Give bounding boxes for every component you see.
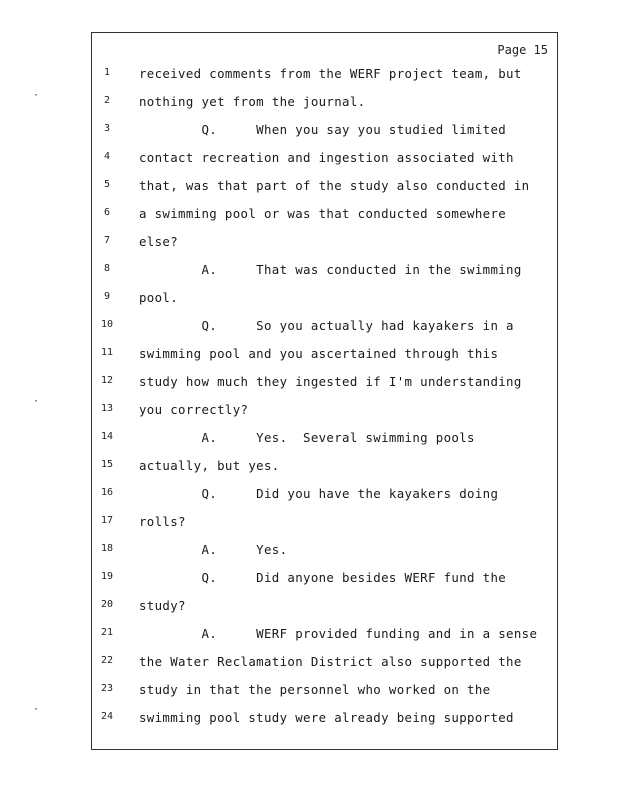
line-text: actually, but yes. <box>139 458 280 473</box>
line-text: pool. <box>139 290 179 305</box>
line-text: contact recreation and ingestion associated with <box>139 150 514 165</box>
line-number: 5 <box>103 179 111 190</box>
line-number: 17 <box>100 515 114 526</box>
line-text: that, was that part of the study also conducted in <box>139 178 530 193</box>
line-number: 24 <box>100 711 114 722</box>
scan-mark: · <box>33 90 40 101</box>
line-text: a swimming pool or was that conducted somewhere <box>139 206 507 221</box>
line-text: received comments from the WERF project team, but <box>139 66 522 81</box>
line-text: study? <box>139 598 186 613</box>
line-number: 16 <box>100 487 114 498</box>
line-text: swimming pool and you ascertained through this <box>139 346 499 361</box>
line-number: 2 <box>103 95 111 106</box>
line-number: 13 <box>100 403 114 414</box>
line-text: study how much they ingested if I'm understanding <box>139 374 522 389</box>
line-text: Q. So you actually had kayakers in a <box>139 318 514 333</box>
line-number: 4 <box>103 151 111 162</box>
line-text: swimming pool study were already being supported <box>139 710 514 725</box>
line-text: A. Yes. <box>139 542 288 557</box>
line-text: A. Yes. Several swimming pools <box>139 430 475 445</box>
page-number: Page 15 <box>497 43 548 57</box>
line-number: 19 <box>100 571 114 582</box>
line-text: A. WERF provided funding and in a sense <box>139 626 538 641</box>
transcript-page-frame <box>91 32 558 750</box>
line-number: 18 <box>100 543 114 554</box>
line-number: 1 <box>103 67 111 78</box>
line-number: 3 <box>103 123 111 134</box>
line-number: 10 <box>100 319 114 330</box>
line-number: 21 <box>100 627 114 638</box>
line-text: rolls? <box>139 514 186 529</box>
line-text: else? <box>139 234 179 249</box>
line-text: nothing yet from the journal. <box>139 94 366 109</box>
line-text: the Water Reclamation District also supported the <box>139 654 522 669</box>
line-text: Q. When you say you studied limited <box>139 122 507 137</box>
line-number: 9 <box>103 291 111 302</box>
line-number: 12 <box>100 375 114 386</box>
line-number: 14 <box>100 431 114 442</box>
line-text: Q. Did anyone besides WERF fund the <box>139 570 507 585</box>
scan-mark: · <box>33 396 40 407</box>
line-number: 20 <box>100 599 114 610</box>
line-number: 8 <box>103 263 111 274</box>
line-text: Q. Did you have the kayakers doing <box>139 486 499 501</box>
line-number: 11 <box>100 347 114 358</box>
line-number: 6 <box>103 207 111 218</box>
line-number: 23 <box>100 683 114 694</box>
line-number: 15 <box>100 459 114 470</box>
line-text: study in that the personnel who worked on the <box>139 682 491 697</box>
scan-mark: · <box>33 704 40 715</box>
line-text: you correctly? <box>139 402 249 417</box>
line-text: A. That was conducted in the swimming <box>139 262 522 277</box>
line-number: 7 <box>103 235 111 246</box>
line-number: 22 <box>100 655 114 666</box>
